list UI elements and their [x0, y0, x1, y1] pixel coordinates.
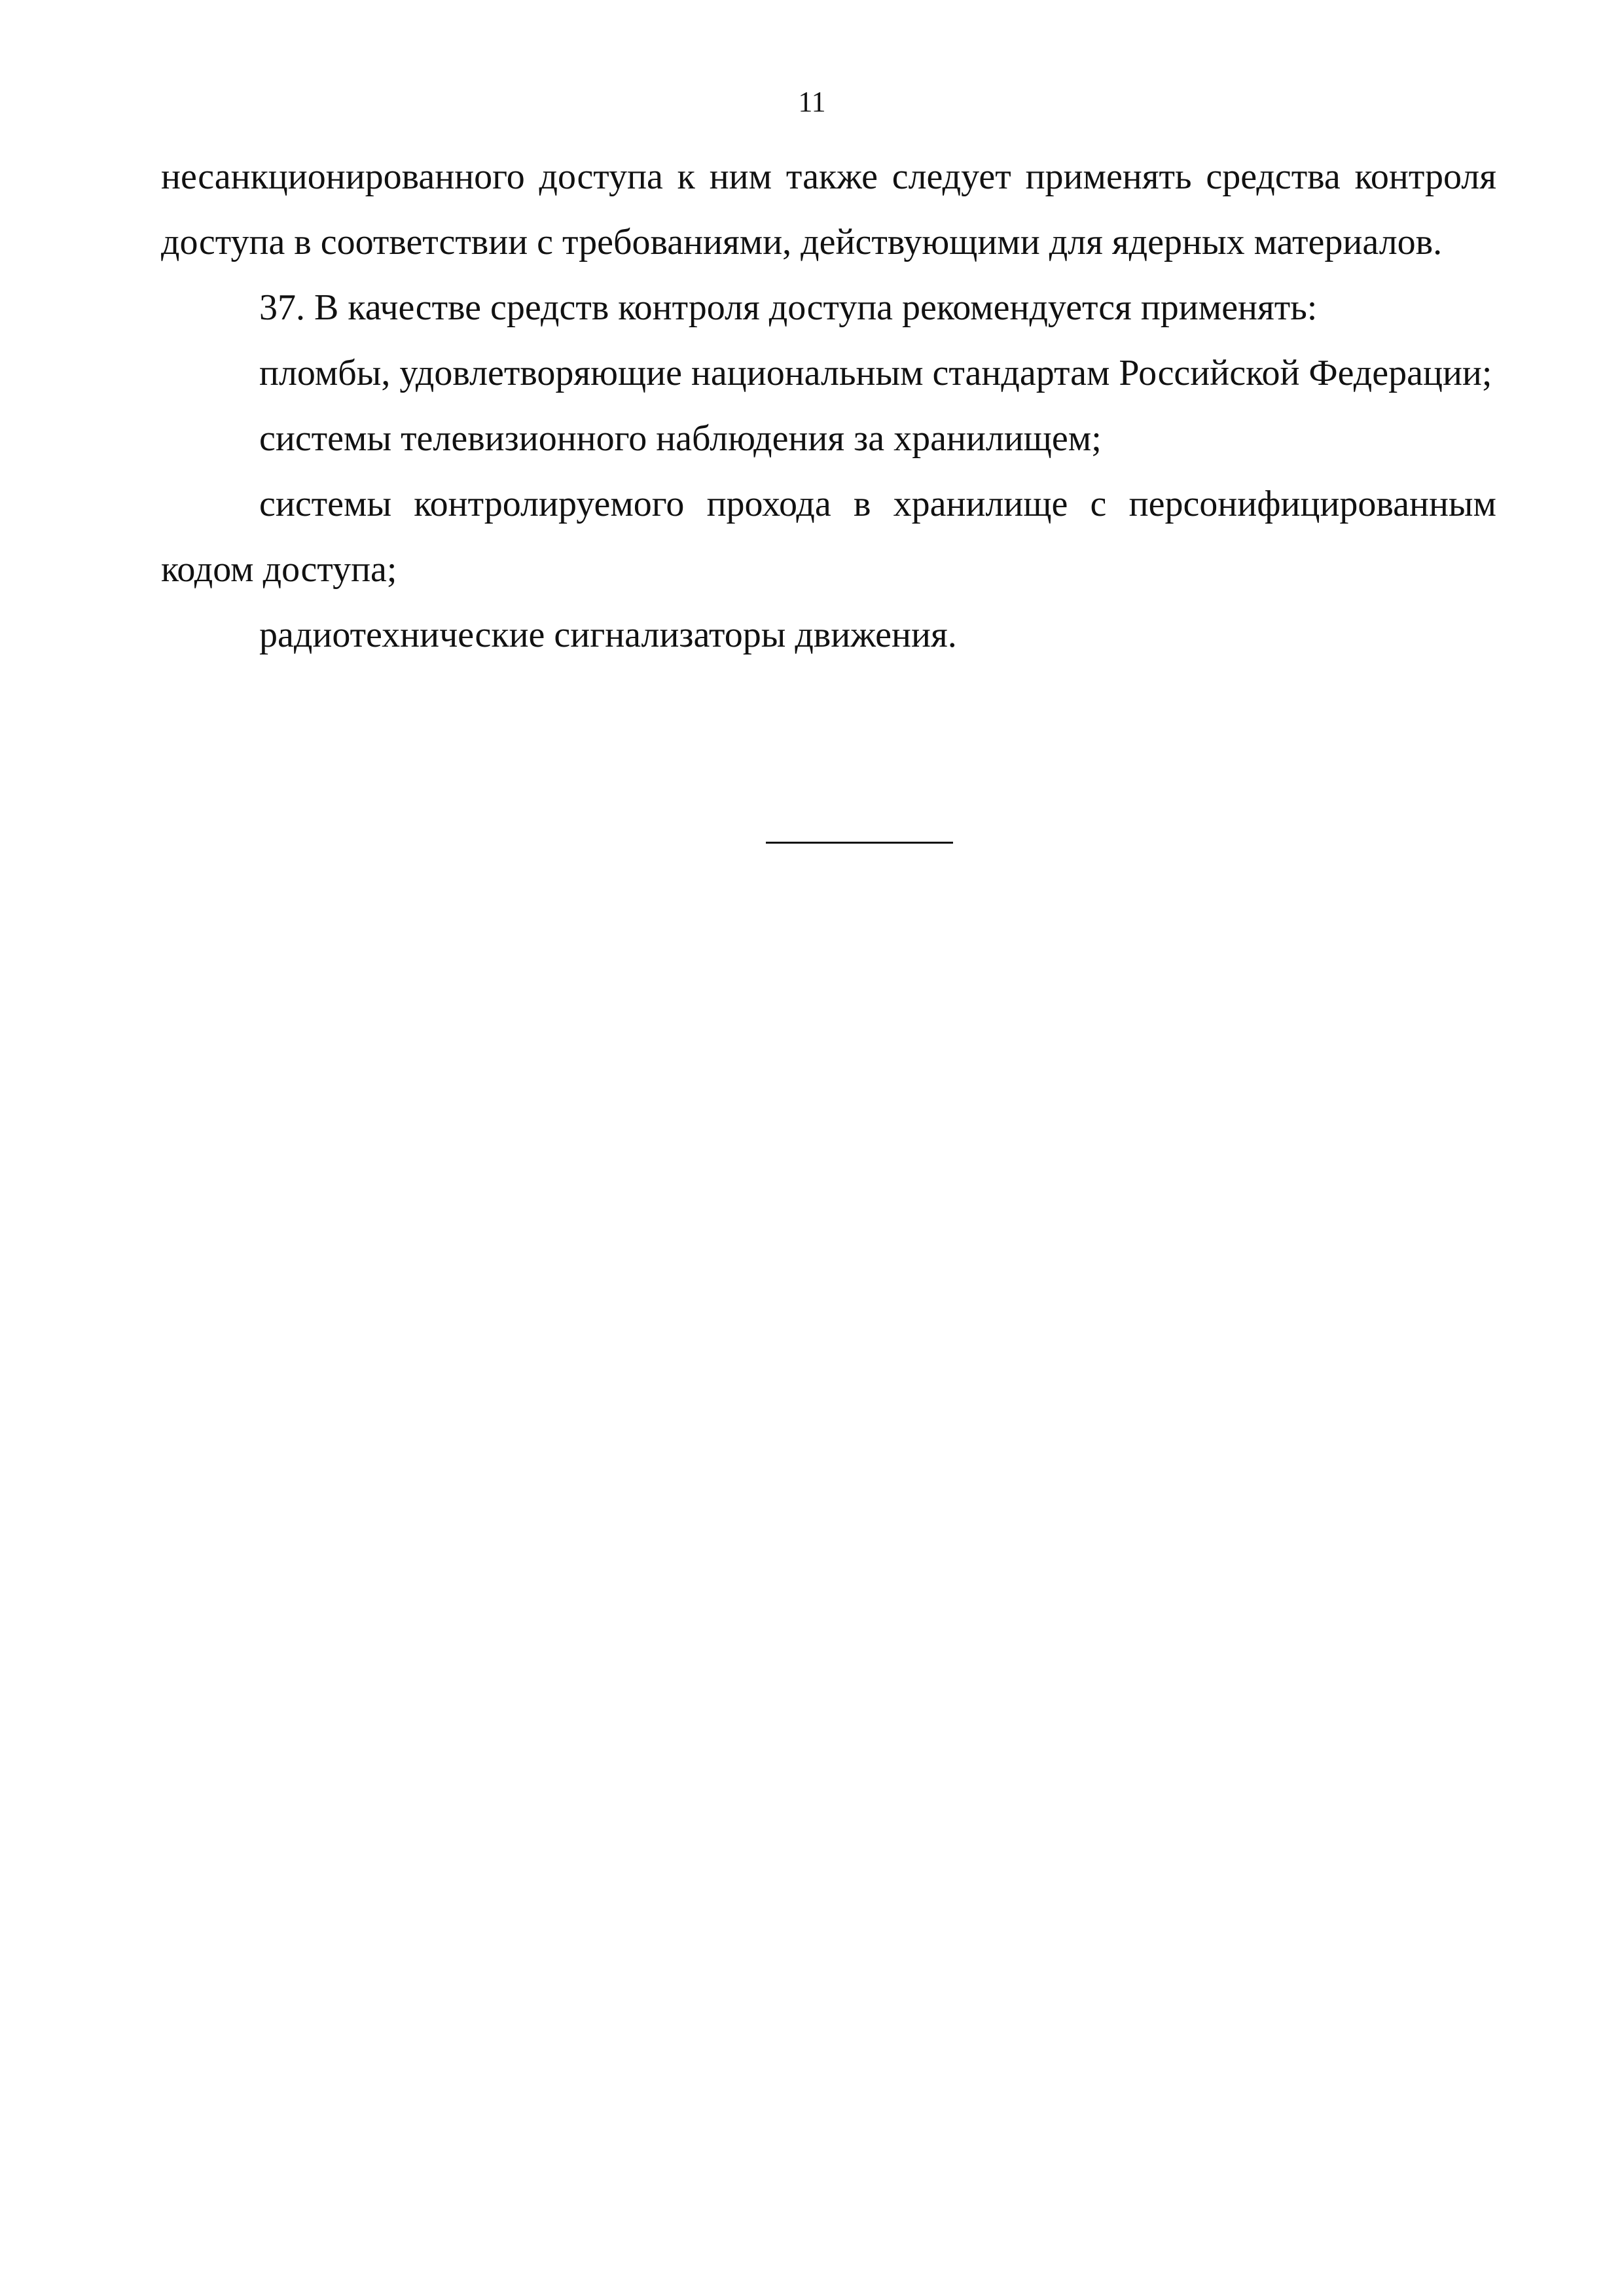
document-body [161, 144, 1496, 668]
paragraph-motion-detectors: радиотехнические сигнализаторы движения. [259, 615, 957, 655]
paragraph-controlled-access: системы контролируемого прохода в хранилище с персонифицированным кодом доступа; [161, 484, 1496, 590]
paragraph-seals: пломбы, удовлетворяющие национальным стандартам Российской Федерации; [259, 353, 1492, 393]
paragraph-continuation: несанкционированного доступа к ним также следует применять средства контроля доступа в соответствии с требованиями, действующими для ядерных материалов. [161, 156, 1496, 262]
paragraph-item-37: 37. В качестве средств контроля доступа рекомендуется применять: [259, 287, 1318, 328]
page-number: 11 [798, 86, 826, 118]
paragraph-tv-surveillance: системы телевизионного наблюдения за хранилищем; [259, 418, 1102, 459]
end-of-text-rule [766, 842, 953, 844]
